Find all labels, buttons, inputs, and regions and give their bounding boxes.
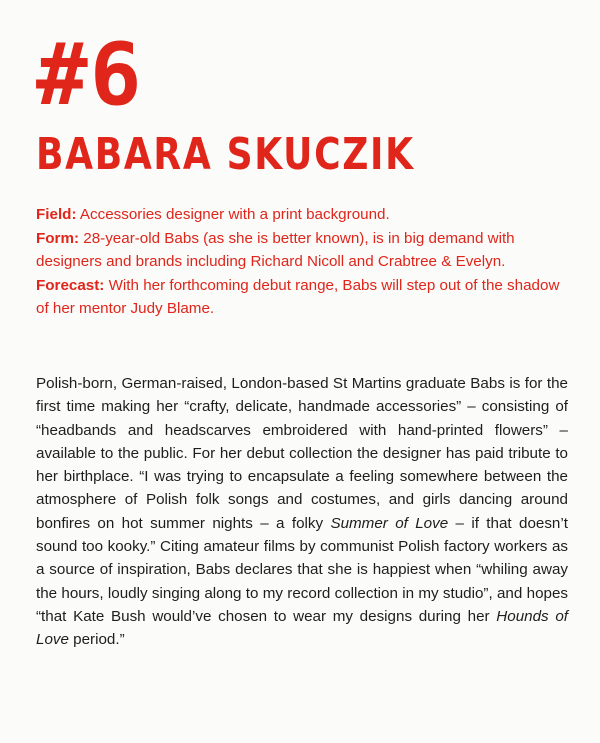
fact-text: Accessories designer with a print background. xyxy=(76,206,390,223)
fact-text: 28-year-old Babs (as she is better known), is in big demand with designers and brands including Richard Nicoll and Crabtree & Evelyn. xyxy=(36,229,515,270)
body-paragraph xyxy=(36,372,568,652)
body-text: Polish-born, German-raised, London-based St Martins graduate Babs is for the first time making her “crafty, delicate, handmade accessories” – consisting of “headbands and headscarves embroidered with hand-printed flowers” – available to the public. For her debut collection the designer has paid tribute to her birthplace. “I was trying to encapsulate a feeling somewhere between the atmosphere of Polish folk songs and costumes, and girls dancing around bonfires on hot summer nights – a folky xyxy=(36,375,568,532)
fact-text: With her forthcoming debut range, Babs will step out of the shadow of her mentor Judy Blame. xyxy=(36,276,560,317)
fact-field xyxy=(36,203,566,227)
fact-label: Forecast: xyxy=(36,276,105,294)
designer-name: BABARA SKUCZIK xyxy=(36,129,415,180)
fact-label: Form: xyxy=(36,229,80,247)
body-text: period.” xyxy=(68,631,125,649)
fact-form xyxy=(36,227,566,274)
fact-forecast xyxy=(36,274,566,321)
body-italic-title: Summer of Love xyxy=(330,514,449,532)
entry-number: #6 xyxy=(36,25,144,125)
body-text: – if that doesn’t sound too kooky.” Citing amateur films by communist Polish factory workers as a source of inspiration, Babs declares that she is happiest when “whiling away the hours, loudly singing along to my record collection in my studio”, and hopes “that Kate Bush would’ve chosen to wear my designs during her xyxy=(36,514,568,625)
body-italic-title: Hounds of Love xyxy=(36,607,568,649)
fact-label: Field: xyxy=(36,206,77,223)
fact-list xyxy=(36,203,566,321)
